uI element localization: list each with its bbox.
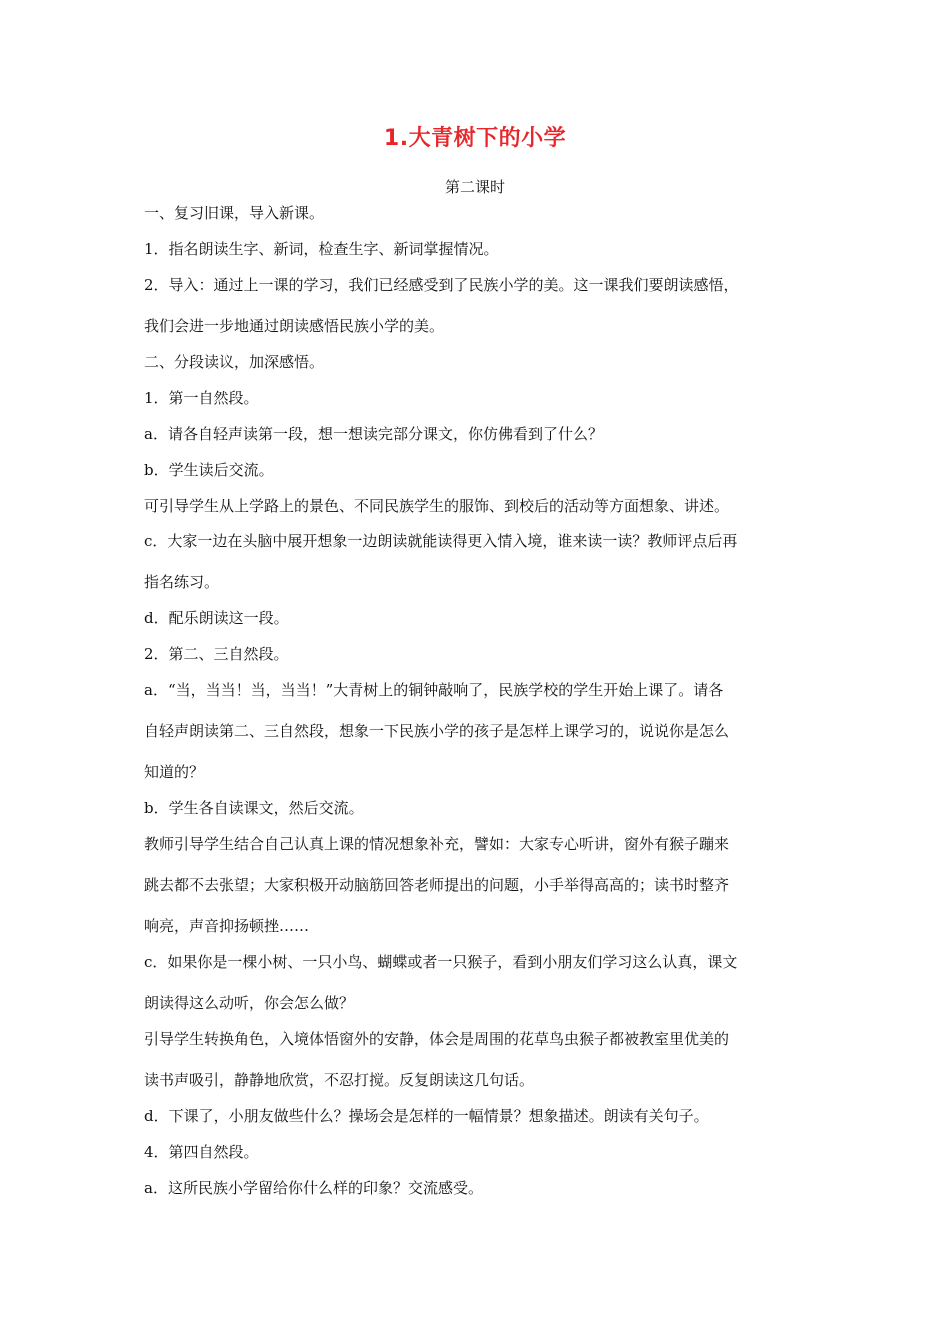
text-line: 4．第四自然段。 bbox=[144, 1143, 259, 1161]
text-line: 响亮，声音抑扬顿挫…… bbox=[144, 917, 310, 935]
text-line: a．请各自轻声读第一段，想一想读完部分课文，你仿佛看到了什么？ bbox=[144, 425, 603, 443]
text-line: a．这所民族小学留给你什么样的印象？交流感受。 bbox=[144, 1179, 483, 1197]
text-line: d．配乐朗读这一段。 bbox=[144, 609, 289, 627]
text-line: 知道的？ bbox=[144, 763, 205, 781]
text-line: 教师引导学生结合自己认真上课的情况想象补充，譬如：大家专心听讲，窗外有猴子蹦来 bbox=[144, 835, 730, 853]
text-line: 2．导入：通过上一课的学习，我们已经感受到了民族小学的美。这一课我们要朗读感悟， bbox=[144, 276, 739, 294]
text-line: 引导学生转换角色，入境体悟窗外的安静，体会是周围的花草鸟虫猴子都被教室里优美的 bbox=[144, 1030, 730, 1048]
text-line: 我们会进一步地通过朗读感悟民族小学的美。 bbox=[144, 317, 445, 335]
document-subtitle: 第二课时 bbox=[444, 178, 505, 196]
text-line: 朗读得这么动听，你会怎么做？ bbox=[144, 994, 355, 1012]
text-line: 2．第二、三自然段。 bbox=[144, 645, 289, 663]
text-line: 指名练习。 bbox=[144, 573, 220, 591]
text-line: c．如果你是一棵小树、一只小鸟、蝴蝶或者一只猴子，看到小朋友们学习这么认真，课文 bbox=[144, 953, 738, 971]
text-line: b．学生读后交流。 bbox=[144, 461, 274, 479]
text-line: 读书声吸引，静静地欣赏，不忍打搅。反复朗读这几句话。 bbox=[144, 1071, 535, 1089]
text-line: a．“当，当当！当，当当！”大青树上的铜钟敲响了，民族学校的学生开始上课了。请各 bbox=[144, 681, 724, 699]
text-line: 跳去都不去张望；大家积极开动脑筋回答老师提出的问题，小手举得高高的；读书时整齐 bbox=[144, 876, 730, 894]
text-line: d．下课了，小朋友做些什么？操场会是怎样的一幅情景？想象描述。朗读有关句子。 bbox=[144, 1107, 709, 1125]
text-line: 二、分段读议，加深感悟。 bbox=[144, 353, 325, 371]
text-line: c．大家一边在头脑中展开想象一边朗读就能读得更入情入境，谁来读一读？教师评点后再 bbox=[144, 532, 738, 550]
text-line: 自轻声朗读第二、三自然段，想象一下民族小学的孩子是怎样上课学习的，说说你是怎么 bbox=[144, 722, 730, 740]
document-title: 1.大青树下的小学 bbox=[383, 126, 567, 151]
text-line: 1．指名朗读生字、新词，检查生字、新词掌握情况。 bbox=[144, 240, 499, 258]
text-line: 可引导学生从上学路上的景色、不同民族学生的服饰、到校后的活动等方面想象、讲述。 bbox=[144, 497, 730, 515]
text-line: 1．第一自然段。 bbox=[144, 389, 259, 407]
text-line: b．学生各自读课文，然后交流。 bbox=[144, 799, 364, 817]
text-line: 一、复习旧课，导入新课。 bbox=[144, 204, 325, 222]
